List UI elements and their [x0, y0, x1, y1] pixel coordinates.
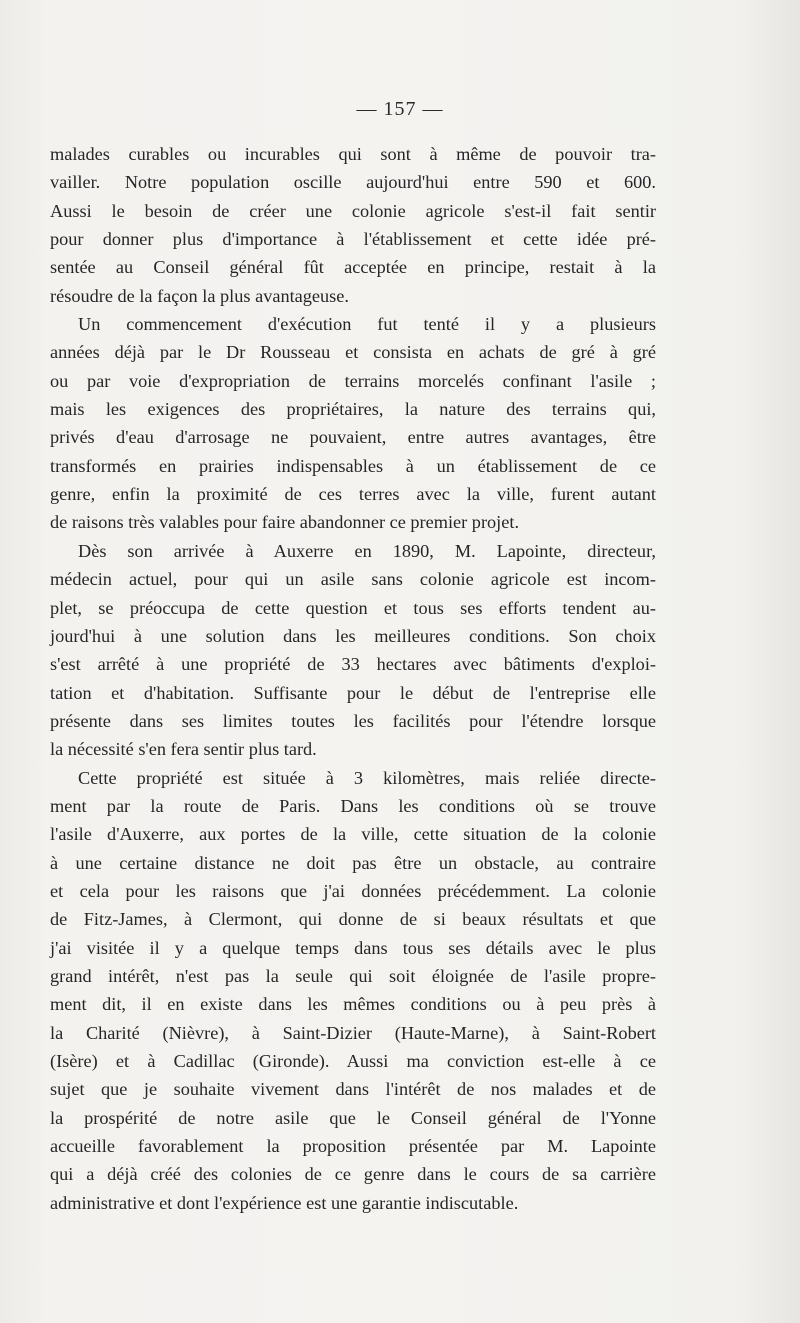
text-line: qui a déjà créé des colonies de ce genre dans le cours de sa carrière: [50, 1164, 656, 1185]
text-line: ou par voie d'expropriation de terrains morcelés confinant l'asile ;: [50, 370, 656, 391]
text-line: et cela pour les raisons que j'ai données précédemment. La colonie: [50, 880, 656, 901]
text-line: jourd'hui à une solution dans les meilleures conditions. Son choix: [50, 625, 656, 646]
text-line: ment dit, il en existe dans les mêmes conditions ou à peu près à: [50, 994, 656, 1015]
text-line: années déjà par le Dr Rousseau et consista en achats de gré à gré: [50, 342, 656, 363]
text-line: pour donner plus d'importance à l'établissement et cette idée pré-: [50, 229, 656, 250]
text-line: l'asile d'Auxerre, aux portes de la ville, cette situation de la colonie: [50, 824, 656, 845]
text-line: la nécessité s'en fera sentir plus tard.: [50, 739, 317, 760]
text-line: Un commencement d'exécution fut tenté il y a plusieurs: [78, 314, 656, 335]
body-text: [50, 140, 656, 1217]
text-line: sentée au Conseil général fût acceptée en principe, restait à la: [50, 257, 656, 278]
text-line: transformés en prairies indispensables à un établissement de ce: [50, 455, 656, 476]
text-line: malades curables ou incurables qui sont à même de pouvoir tra-: [50, 144, 656, 164]
text-line: plet, se préoccupa de cette question et tous ses efforts tendent au-: [50, 597, 656, 618]
text-line: la Charité (Nièvre), à Saint-Dizier (Haute-Marne), à Saint-Robert: [50, 1022, 656, 1043]
text-line: privés d'eau d'arrosage ne pouvaient, entre autres avantages, être: [50, 427, 656, 448]
text-line: mais les exigences des propriétaires, la nature des terrains qui,: [50, 399, 656, 420]
text-line: grand intérêt, n'est pas la seule qui soit éloignée de l'asile propre-: [50, 965, 656, 986]
text-line: (Isère) et à Cadillac (Gironde). Aussi ma conviction est-elle à ce: [50, 1051, 656, 1071]
text-line: de Fitz-James, à Clermont, qui donne de si beaux résultats et que: [50, 909, 656, 930]
text-line: présente dans ses limites toutes les facilités pour l'étendre lorsque: [50, 710, 656, 731]
text-line: résoudre de la façon la plus avantageuse.: [50, 285, 349, 306]
text-line: sujet que je souhaite vivement dans l'intérêt de nos malades et de: [50, 1079, 656, 1100]
text-line: s'est arrêté à une propriété de 33 hectares avec bâtiments d'exploi-: [50, 654, 656, 675]
text-line: accueille favorablement la proposition présentée par M. Lapointe: [50, 1136, 656, 1157]
text-line: Dès son arrivée à Auxerre en 1890, M. Lapointe, directeur,: [78, 540, 656, 561]
page-number: — 157 —: [356, 98, 444, 120]
text-line: Aussi le besoin de créer une colonie agricole s'est-il fait sentir: [50, 200, 656, 221]
text-line: j'ai visitée il y a quelque temps dans tous ses détails avec le plus: [50, 937, 656, 958]
text-line: Cette propriété est située à 3 kilomètres, mais reliée directe-: [78, 767, 656, 788]
text-line: administrative et dont l'expérience est une garantie indiscutable.: [50, 1192, 519, 1213]
text-line: ment par la route de Paris. Dans les conditions où se trouve: [50, 795, 656, 816]
text-line: à une certaine distance ne doit pas être un obstacle, au contraire: [50, 852, 656, 873]
text-line: genre, enfin la proximité de ces terres avec la ville, furent autant: [50, 484, 656, 505]
text-line: de raisons très valables pour faire abandonner ce premier projet.: [50, 512, 520, 533]
text-line: médecin actuel, pour qui un asile sans colonie agricole est incom-: [50, 569, 656, 590]
text-line: tation et d'habitation. Suffisante pour le début de l'entreprise elle: [50, 682, 656, 703]
text-line: la prospérité de notre asile que le Conseil général de l'Yonne: [50, 1107, 656, 1128]
text-line: vailler. Notre population oscille aujourd'hui entre 590 et 600.: [50, 172, 656, 193]
